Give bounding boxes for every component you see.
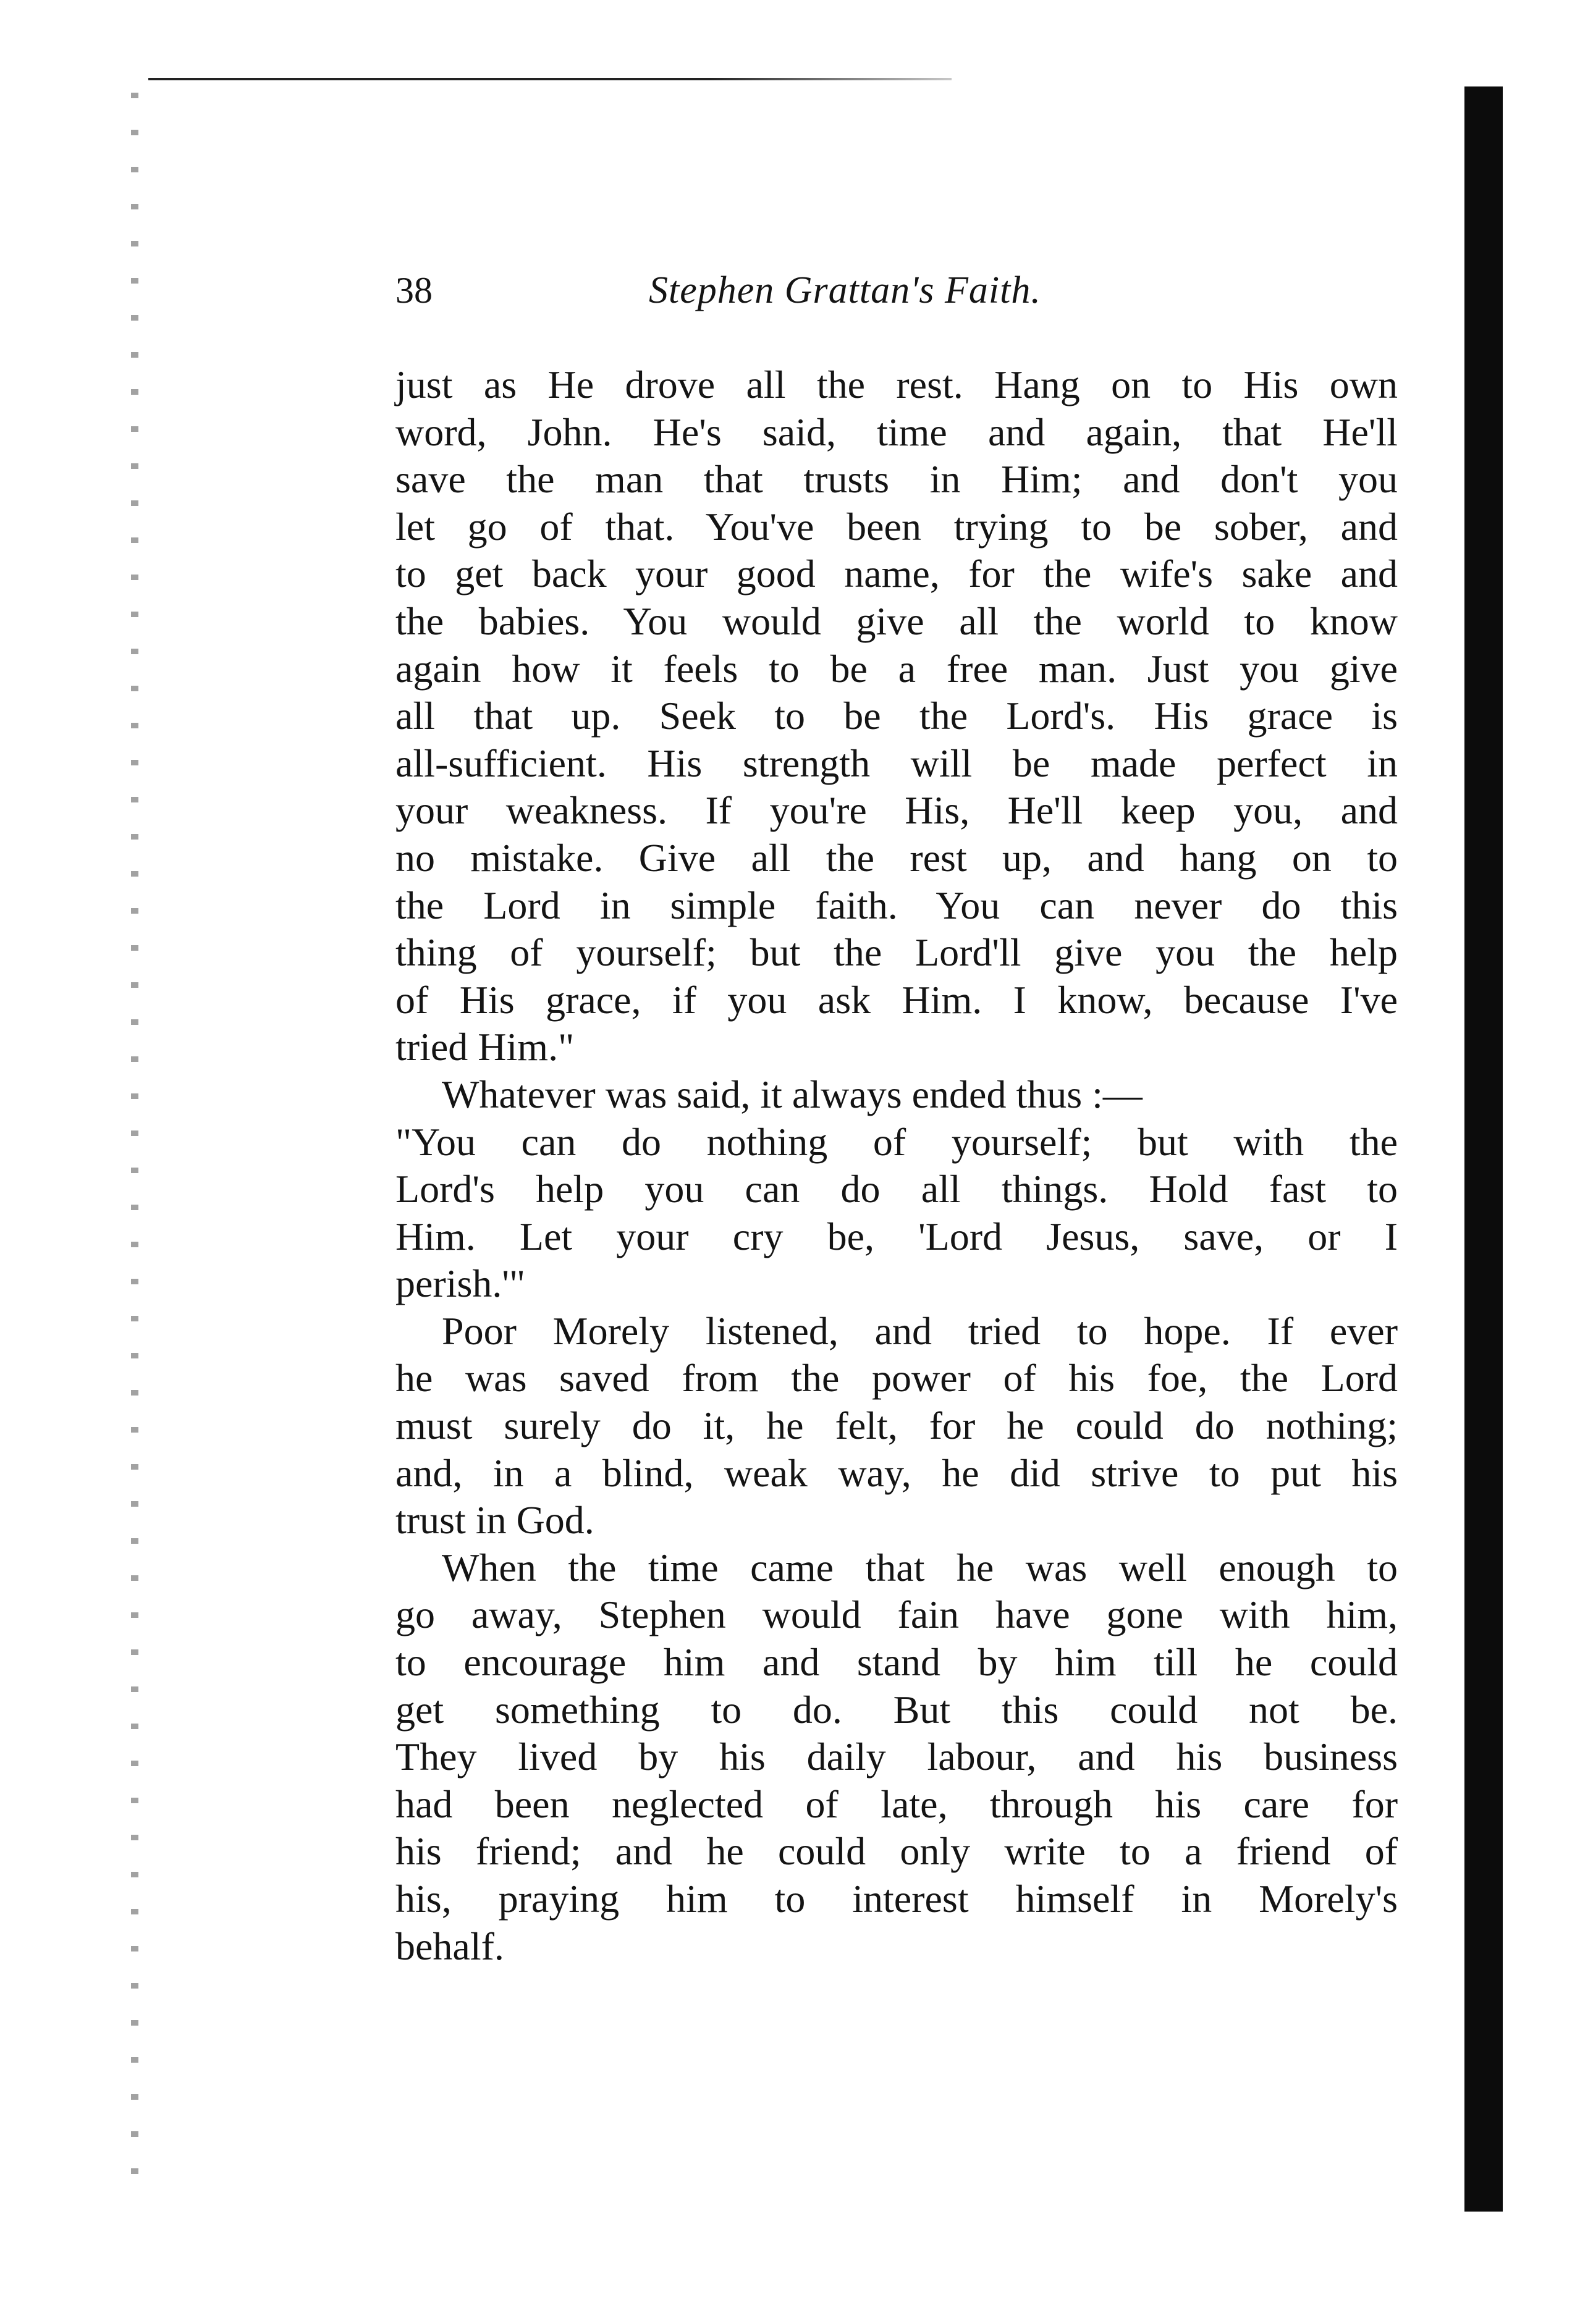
top-rule [148, 78, 952, 80]
text-line: Poor Morely listened, and tried to hope. If ever [442, 1308, 1398, 1353]
text-line: Whatever was said, it always ended thus :— [442, 1072, 1143, 1116]
text-line: behalf. [395, 1924, 504, 1968]
text-line: word, John. He's said, time and again, that He'll [395, 410, 1398, 454]
text-line: When the time came that he was well enough to [442, 1545, 1398, 1589]
text-line: he was saved from the power of his foe, the Lord [395, 1356, 1398, 1400]
text-line: and, in a blind, weak way, he did strive to put his [395, 1450, 1398, 1495]
text-line: all that up. Seek to be the Lord's. His grace is [395, 694, 1398, 738]
page-header [395, 266, 1421, 321]
text-line: no mistake. Give all the rest up, and hang on to [395, 835, 1398, 880]
text-line: must surely do it, he felt, for he could do nothing; [395, 1404, 1398, 1448]
text-line: thing of yourself; but the Lord'll give you the help [395, 930, 1398, 975]
text-line: your weakness. If you're His, He'll keep you, and [395, 788, 1398, 833]
running-title: Stephen Grattan's Faith. [649, 269, 1041, 311]
text-line: get something to do. But this could not be. [395, 1687, 1398, 1732]
text-line: of His grace, if you ask Him. I know, because I've [395, 977, 1398, 1022]
text-line: all-sufficient. His strength will be made perfect in [395, 741, 1398, 785]
page-gutter-marks [131, 93, 138, 2205]
text-line: just as He drove all the rest. Hang on to His own [395, 363, 1398, 406]
text-line: had been neglected of late, through his care for [395, 1782, 1398, 1826]
text-line: tried Him." [395, 1025, 575, 1069]
text-line: to get back your good name, for the wife's sake and [395, 552, 1398, 596]
text-line: the babies. You would give all the world to know [395, 599, 1398, 643]
text-line: again how it feels to be a free man. Just you give [395, 646, 1398, 691]
text-line: his, praying him to interest himself in Morely's [395, 1877, 1398, 1921]
text-line: Lord's help you can do all things. Hold fast to [395, 1167, 1398, 1211]
text-line: go away, Stephen would fain have gone with him, [395, 1593, 1398, 1637]
page-edge-shadow [1464, 86, 1503, 2212]
page-number: 38 [395, 270, 433, 311]
text-line: save the man that trusts in Him; and don't you [395, 457, 1398, 502]
text-line: to encourage him and stand by him till he could [395, 1640, 1398, 1685]
text-line: let go of that. You've been trying to be sober, and [395, 504, 1398, 549]
body-text [395, 361, 1398, 1970]
text-line: They lived by his daily labour, and his business [395, 1735, 1398, 1779]
text-line: trust in God. [395, 1498, 594, 1543]
text-line: his friend; and he could only write to a friend of [395, 1829, 1398, 1874]
text-line: perish.'" [395, 1261, 526, 1306]
text-line: the Lord in simple faith. You can never do this [395, 883, 1398, 927]
text-line: "You can do nothing of yourself; but with the [395, 1119, 1398, 1164]
text-line: Him. Let your cry be, 'Lord Jesus, save, or I [395, 1214, 1398, 1258]
